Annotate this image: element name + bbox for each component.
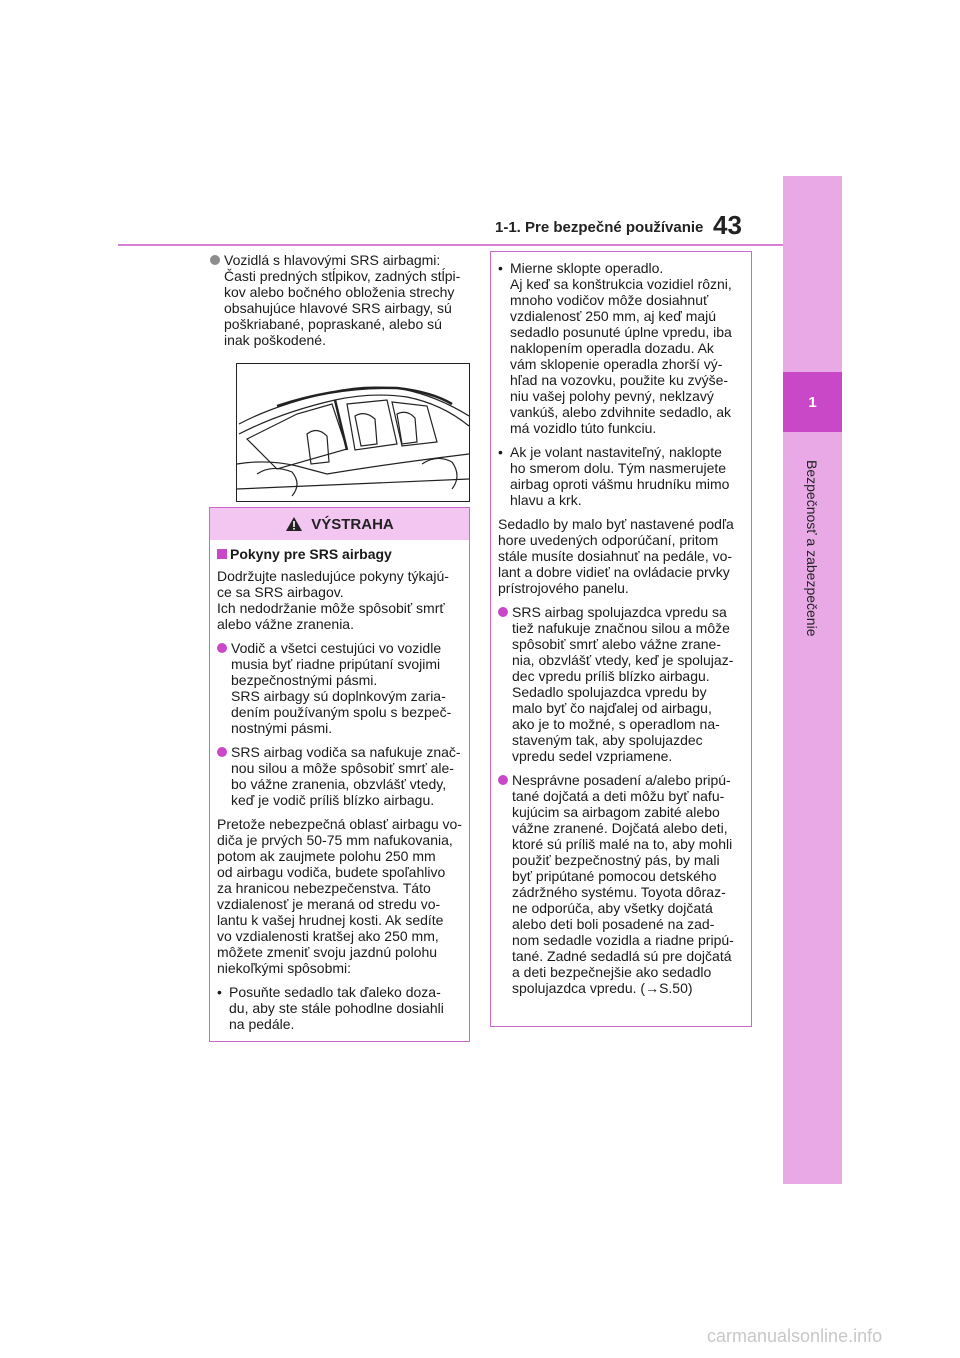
text-line: Posuňte sedadlo tak ďaleko doza-: [229, 984, 441, 1000]
dash-marker: •: [217, 984, 222, 1000]
text-line: má vozidlo túto funkciu.: [510, 420, 657, 436]
text-line: Ak je volant nastaviteľný, naklopte: [510, 444, 722, 460]
car-icon: [237, 364, 469, 501]
text-line: spôsobiť smrť alebo vážne zrane-: [512, 636, 721, 652]
text-line: tané. Zadné sedadlá sú pre dojčatá: [512, 948, 732, 964]
warning-continuation-box: [490, 251, 752, 1027]
warning-bullet-2: [217, 744, 463, 808]
text-line: SRS airbagy sú doplnkovým zaria-: [231, 688, 446, 704]
warning-bullet-4: [498, 772, 745, 996]
text-line: keď je vodič príliš blízko airbagu.: [231, 792, 435, 808]
chapter-label: Bezpečnosť a zabezpečenie: [804, 460, 820, 637]
text-line: lant a dobre vidieť na ovládacie prvky: [498, 564, 730, 580]
text-line: Časti predných stĺpikov, zadných stĺpi-: [224, 268, 461, 284]
text-line: bezpečnostnými pásmi.: [231, 672, 378, 688]
warning-dash-1-text: [229, 984, 463, 1032]
intro-bullet: [210, 252, 482, 348]
bullet-dot-icon: [498, 775, 508, 785]
text-line: a deti bezpečnejšie ako sedadlo: [512, 964, 712, 980]
text-line: malo byť čo najďalej od airbagu,: [512, 700, 712, 716]
text-line: dením používaným spolu s bezpeč-: [231, 704, 452, 720]
dash-marker: •: [498, 260, 503, 276]
bullet-dot-icon: [210, 255, 220, 265]
warning-section-heading: [217, 546, 463, 562]
text-line: vám sklopenie operadla zhorší vý-: [510, 356, 723, 372]
text-line: nou silou a môže spôsobiť smrť ale-: [231, 760, 454, 776]
text-line: hlavu a krk.: [510, 492, 582, 508]
text-line: musia byť riadne pripútaní svojimi: [231, 656, 441, 672]
warning-intro: [217, 568, 463, 632]
text-line: alebo deti boli posadené na zad-: [512, 916, 715, 932]
text-line: niu vašej polohy pevný, neklzavý: [510, 388, 714, 404]
text-line: kujúcim sa airbagom zabité alebo: [512, 804, 720, 820]
warning-box: [209, 507, 470, 1042]
text-line: byť pripútané pomocou detského: [512, 868, 717, 884]
bullet-dot-icon: [217, 747, 227, 757]
text-line: stále musíte dosiahnuť na pedále, vo-: [498, 548, 733, 564]
text-line: ako je to možné, s operadlom na-: [512, 716, 720, 732]
text-line: Aj keď sa konštrukcia vozidiel rôzni,: [510, 276, 732, 292]
bullet-dot-icon: [498, 607, 508, 617]
text-line: naklopením operadla dozadu. Ak: [510, 340, 714, 356]
text-line: ho smerom dolu. Tým nasmerujete: [510, 460, 727, 476]
header-rule: [118, 244, 783, 246]
text-line: staveným tak, aby spolujazdec: [512, 732, 703, 748]
text-line: Mierne sklopte operadlo.: [510, 260, 664, 276]
text-line: hľad na vozovku, použite ku zvýše-: [510, 372, 729, 388]
warning-paragraph: [217, 816, 463, 976]
text-line: za hranicou nebezpečenstva. Táto: [217, 880, 431, 896]
text-line: vankúš, alebo zdvihnite sedadlo, ak: [510, 404, 732, 420]
warning-bullet-4-text: [512, 772, 745, 996]
text-line: diča je prvých 50-75 mm nafukovania,: [217, 832, 453, 848]
text-line: Vodič a všetci cestujúci vo vozidle: [231, 640, 442, 656]
text-line: du, aby ste stále pohodlne dosiahli: [229, 1000, 444, 1016]
text-line: ktoré sú príliš malé na to, aby mohli: [512, 836, 733, 852]
text-line: Nesprávne posadení a/alebo pripú-: [512, 772, 731, 788]
warning-dash-3: [498, 444, 745, 508]
bullet-dot-icon: [217, 643, 227, 653]
text-line: ce sa SRS airbagov.: [217, 584, 344, 600]
text-line: tané dojčatá a deti môžu byť nafu-: [512, 788, 725, 804]
text-line: obsahujúce hlavové SRS airbagy, sú: [224, 300, 452, 316]
text-line: vzdialenosť je meraná od stredu vo-: [217, 896, 441, 912]
text-line: môžete zmeniť svoju jazdnú polohu: [217, 944, 438, 960]
text-line: inak poškodené.: [224, 332, 326, 348]
text-line: vzdialenosť 250 mm, aj keď majú: [510, 308, 717, 324]
text-line: použiť bezpečnostný pás, by mali: [512, 852, 720, 868]
chapter-side-tab: [783, 176, 842, 1184]
warning-bullet-2-text: [231, 744, 463, 808]
text-line: bo vážne zranenia, obzvlášť vtedy,: [231, 776, 447, 792]
warning-bullet-1-text: [231, 640, 463, 736]
seat-adjust-paragraph: [498, 516, 745, 596]
square-bullet-icon: [217, 549, 227, 559]
text-line: vážne zranené. Dojčatá alebo deti,: [512, 820, 728, 836]
text-line: ne odporúča, aby všetky dojčatá: [512, 900, 713, 916]
text-line: zádržného systému. Toyota dôraz-: [512, 884, 726, 900]
text-line: hore uvedených odporúčaní, pritom: [498, 532, 719, 548]
warning-dash-2-text: [510, 260, 745, 436]
text-line: sedadlo posunuté úplne vpredu, iba: [510, 324, 732, 340]
text-line: na pedále.: [229, 1016, 295, 1032]
text-line: nostnými pásmi.: [231, 720, 333, 736]
text-line: potom ak zaujmete polohu 250 mm: [217, 848, 436, 864]
warning-header: [210, 508, 469, 540]
text-line: vo vzdialenosti kratšej ako 250 mm,: [217, 928, 439, 944]
page-number: 43: [713, 210, 742, 240]
text-line: poškriabané, popraskané, alebo sú: [224, 316, 442, 332]
text-line: SRS airbag vodiča sa nafukuje znač-: [231, 744, 461, 760]
section-title: 1-1. Pre bezpečné používanie: [495, 219, 704, 236]
text-line: vpredu sedel vzpriamene.: [512, 748, 673, 764]
dash-marker: •: [498, 444, 503, 460]
text-line: niekoľkými spôsobmi:: [217, 960, 352, 976]
chapter-number: 1: [783, 372, 842, 432]
text-line: Pretože nebezpečná oblasť airbagu vo-: [217, 816, 462, 832]
warning-bullet-3: [498, 604, 745, 764]
text-line: alebo vážne zranenia.: [217, 616, 354, 632]
text-line: Sedadlo spolujazdca vpredu by: [512, 684, 707, 700]
text-line: Ich nedodržanie môže spôsobiť smrť: [217, 600, 445, 616]
text-line: mnoho vodičov môže dosiahnuť: [510, 292, 709, 308]
text-line: SRS airbag spolujazdca vpredu sa: [512, 604, 727, 620]
intro-text: [224, 252, 482, 348]
text-line: tiež nafukuje značnou silou a môže: [512, 620, 730, 636]
text-line: kov alebo bočného obloženia strechy: [224, 284, 455, 300]
warning-header-label: VÝSTRAHA: [311, 515, 394, 533]
warning-triangle-icon: [285, 516, 303, 532]
warning-bullet-3-text: [512, 604, 745, 764]
warning-dash-1: [217, 984, 463, 1032]
warning-dash-3-text: [510, 444, 745, 508]
text-line: od airbagu vodiča, budete spoľahlivo: [217, 864, 446, 880]
text-line: dec vpredu príliš blízko airbagu.: [512, 668, 710, 684]
text-line: Vozidlá s hlavovými SRS airbagmi:: [224, 252, 441, 268]
warning-section-heading-text: Pokyny pre SRS airbagy: [230, 546, 392, 562]
warning-dash-2: [498, 260, 745, 436]
car-headairbag-illustration: [236, 363, 470, 502]
text-line: prístrojového panelu.: [498, 580, 629, 596]
text-line: lantu k vašej hrudnej kosti. Ak sedíte: [217, 912, 444, 928]
warning-bullet-1: [217, 640, 463, 736]
text-line: Sedadlo by malo byť nastavené podľa: [498, 516, 734, 532]
text-line: nom sedadle vozidla a riadne pripú-: [512, 932, 734, 948]
watermark: carmanualsonline.info: [707, 1326, 883, 1346]
text-line: Dodržujte nasledujúce pokyny týkajú-: [217, 568, 449, 584]
text-line: nia, obzvlášť vtedy, keď je spolujaz-: [512, 652, 734, 668]
text-line: airbag oproti vášmu hrudníku mimo: [510, 476, 730, 492]
text-line: spolujazdca vpredu. (→S.50): [512, 980, 693, 996]
